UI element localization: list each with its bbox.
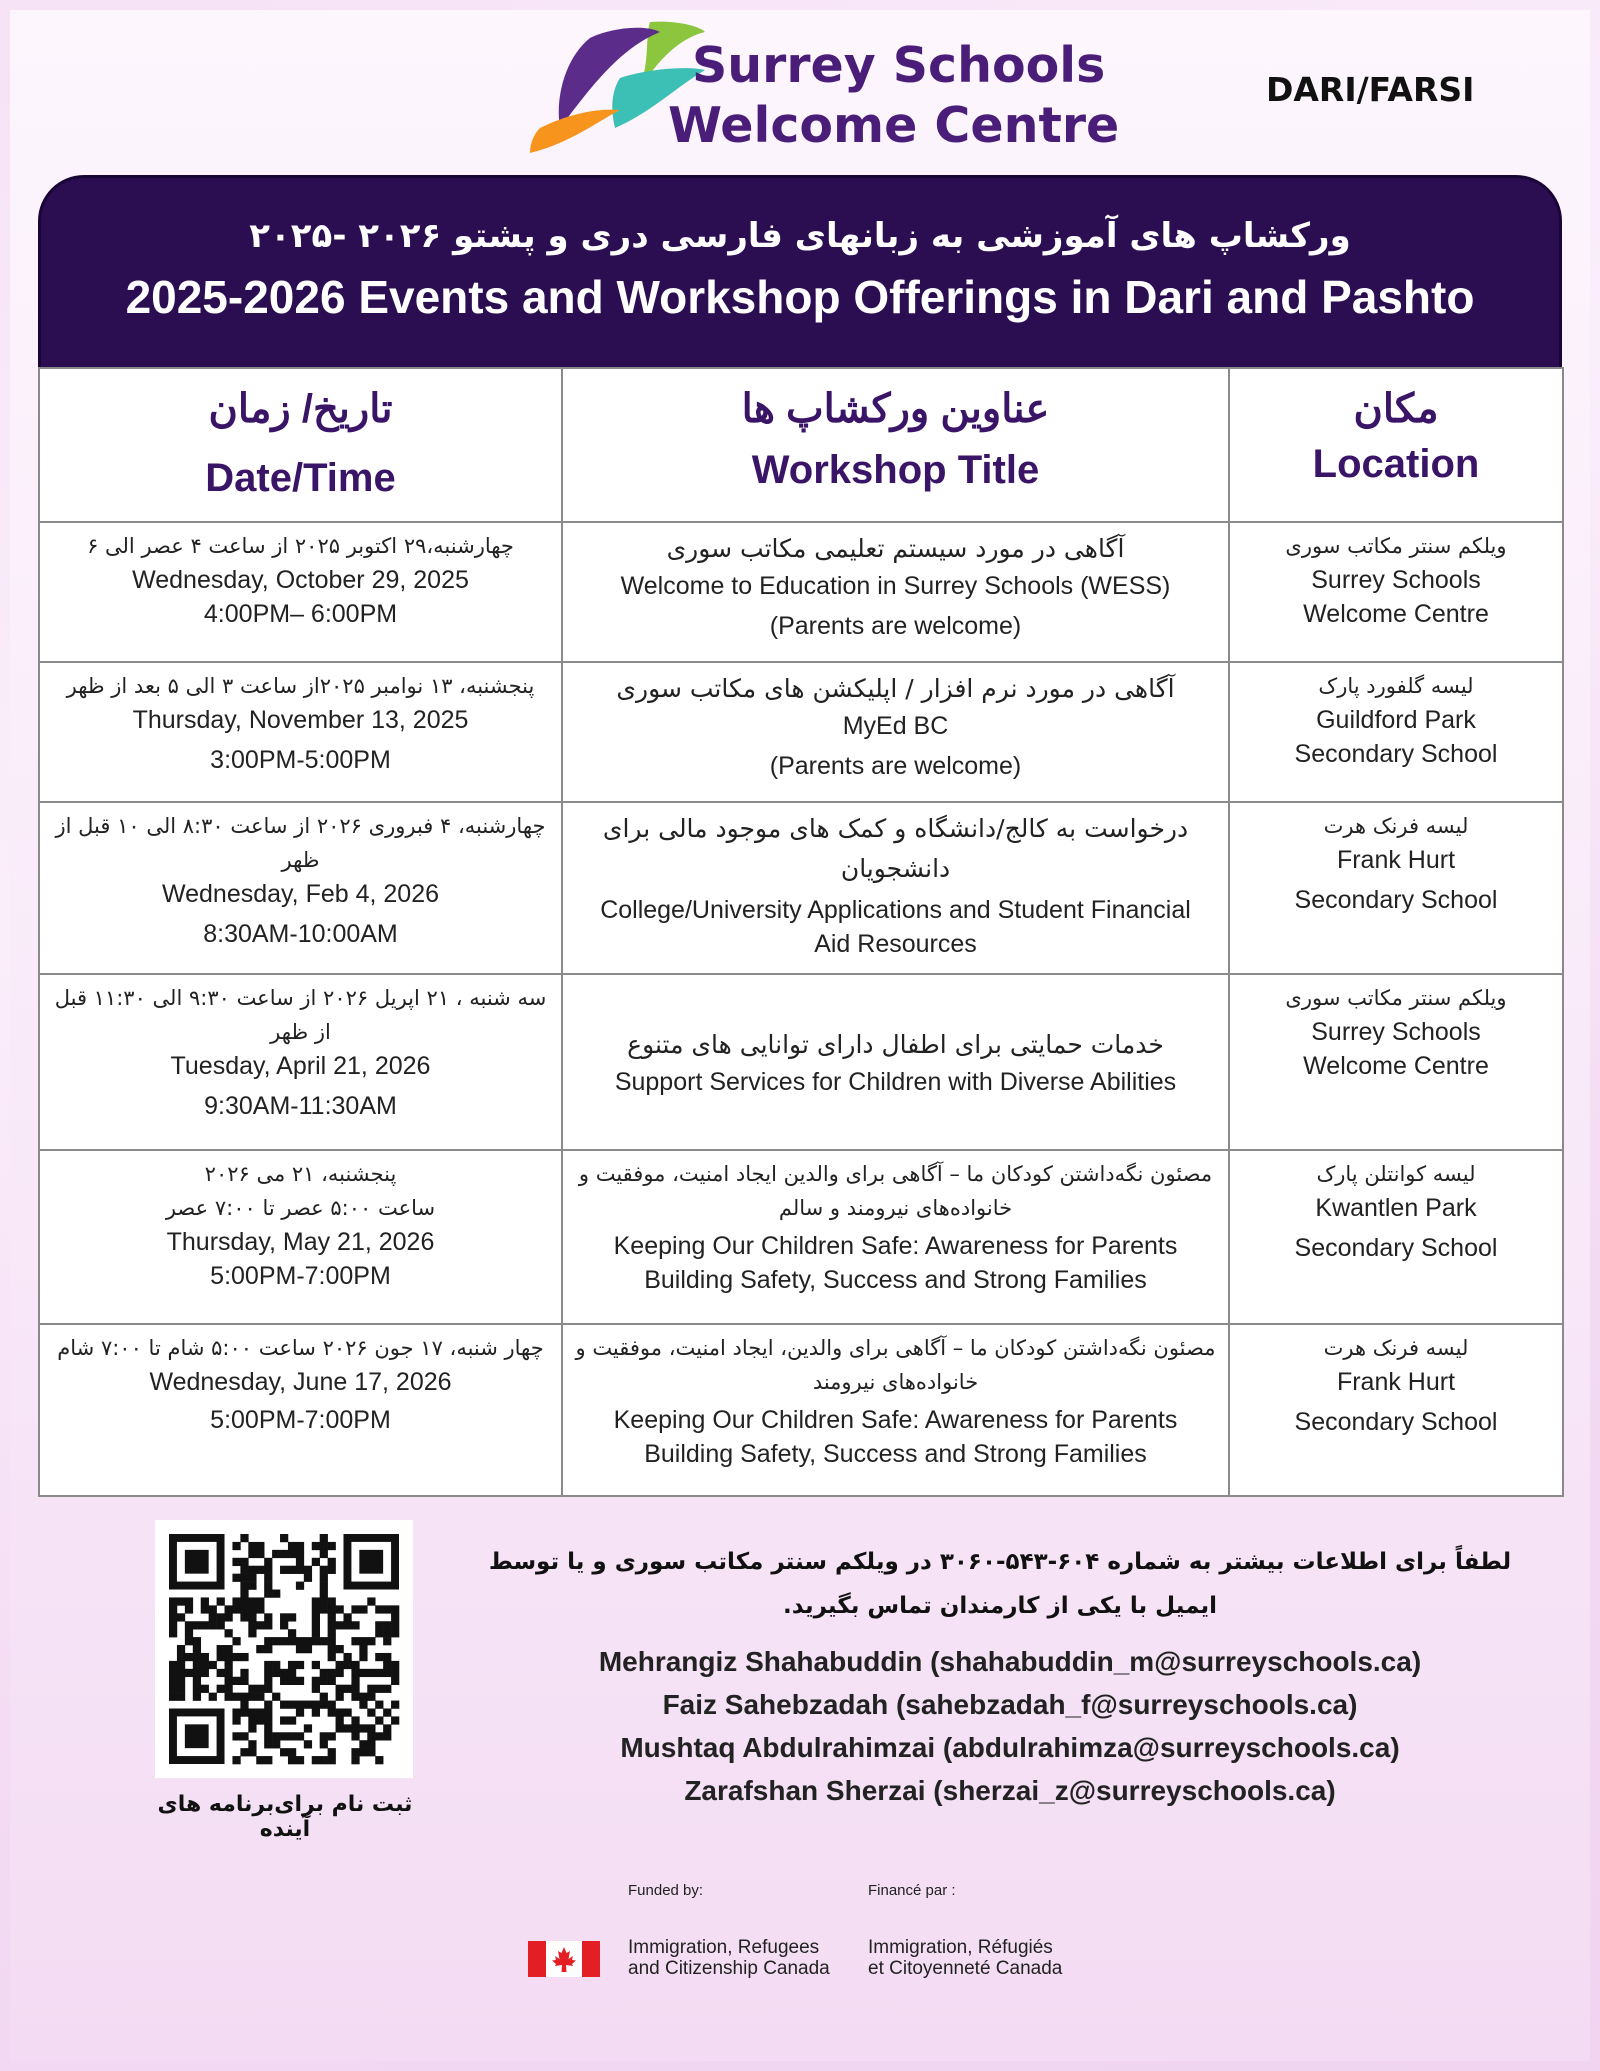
title-en: College/University Applications and Student Financial [600, 896, 1191, 924]
table-row [39, 662, 1563, 802]
location-fa: لیسه فرنک هرت [1323, 1336, 1469, 1360]
header-location-fa: مکان [1353, 387, 1439, 431]
funded-by-label: Funded by: [628, 1882, 704, 1899]
table-row [39, 522, 1563, 662]
logo-line-1: Surrey Schools [692, 37, 1106, 94]
title-en: Keeping Our Children Safe: Awareness for Parents [613, 1232, 1178, 1260]
location-en-1: Kwantlen Park [1315, 1194, 1477, 1222]
date-en: Wednesday, June 17, 2026 [149, 1368, 452, 1396]
contact-item[interactable]: Zarafshan Sherzai (sherzai_z@surreyschools.ca) [684, 1775, 1336, 1806]
title-en-2: Building Safety, Success and Strong Families [644, 1440, 1147, 1468]
time-en: 9:30AM-11:30AM [204, 1092, 397, 1120]
date-fa: چهار شنبه، ۱۷ جون ۲۰۲۶ ساعت ۵:۰۰ شام تا ۷:۰۰ شام [57, 1336, 544, 1360]
header-title [562, 368, 1229, 522]
title-cell [562, 1324, 1229, 1496]
date-cell [39, 974, 562, 1150]
ircc-fr-line-2: et Citoyenneté Canada [868, 1958, 1063, 1979]
title-cell [562, 802, 1229, 974]
contact-item[interactable]: Mehrangiz Shahabuddin (shahabuddin_m@surreyschools.ca) [598, 1646, 1422, 1677]
location-cell [1229, 1324, 1563, 1496]
ircc-name-fr [868, 1937, 1062, 1979]
location-fa: لیسه کوانتلن پارک [1316, 1162, 1476, 1186]
date-cell [39, 1150, 562, 1324]
header-date [39, 368, 562, 522]
qr-code-icon [155, 1520, 413, 1778]
date-fa: چهارشنبه، ۴ فبروری ۲۰۲۶ از ساعت ۸:۳۰ الی ۱۰ قبل از ظهر [55, 814, 546, 872]
title-fa: آگاهی در مورد سیستم تعلیمی مکاتب سوری [666, 534, 1125, 563]
logo-wordmark [668, 36, 1119, 156]
ircc-en-line-1: Immigration, Refugees [628, 1937, 820, 1958]
title-en: Support Services for Children with Diverse Abilities [614, 1068, 1177, 1096]
location-cell [1229, 974, 1563, 1150]
location-fa: لیسه فرنک هرت [1323, 814, 1469, 838]
title-note: Aid Resources [814, 930, 977, 958]
title-cell [562, 522, 1229, 662]
location-en-1: Frank Hurt [1336, 1368, 1456, 1396]
date-en: Wednesday, October 29, 2025 [132, 566, 469, 594]
title-fa: درخواست به کالج/دانشگاه و کمک های موجود مالی برای دانشجویان [602, 814, 1189, 883]
date-fa: پنجشنبه، ۱۳ نوامبر ۲۰۲۵از ساعت ۳ الی ۵ بعد از ظهر [66, 674, 535, 698]
header-date-en: Date/Time [205, 456, 396, 500]
title-cell [562, 974, 1229, 1150]
date-cell [39, 1324, 562, 1496]
ircc-name-en [628, 1937, 830, 1979]
title-note: (Parents are welcome) [769, 752, 1022, 780]
contact-info-fa: لطفاً برای اطلاعات بیشتر به شماره ۶۰۴-۵۴۳-۳۰۶۰ در ویلکم سنتر مکاتب سوری و یا توسط ایمیل با یکی از کارمندان تماس بگیرید. [488, 1549, 1512, 1619]
location-fa: لیسه گلفورد پارک [1318, 674, 1474, 698]
finance-par-label: Financé par : [868, 1882, 956, 1899]
table-header-row [39, 368, 1563, 522]
time-en: 5:00PM-7:00PM [210, 1262, 391, 1290]
location-en-2: Secondary School [1294, 740, 1498, 768]
location-en-2: Secondary School [1294, 1234, 1498, 1262]
header-title-fa: عناوین ورکشاپ ها [741, 387, 1050, 431]
title-en: Welcome to Education in Surrey Schools (WESS) [620, 572, 1171, 600]
title-fa: خدمات حمایتی برای اطفال دارای توانایی های متنوع [627, 1030, 1164, 1059]
title-fa: مصئون نگه‌داشتن کودکان ما – آگاهی برای والدین، ایجاد امنیت، موفقیت و خانواده‌های نیرومند [575, 1336, 1216, 1394]
logo-line-2: Welcome Centre [668, 97, 1120, 154]
time-en: 8:30AM-10:00AM [203, 920, 398, 948]
date-fa-2: ساعت ۵:۰۰ عصر تا ۷:۰۰ عصر [165, 1196, 436, 1220]
ircc-fr-line-1: Immigration, Réfugiés [868, 1937, 1053, 1958]
header-title-en: Workshop Title [751, 448, 1040, 492]
time-en: 4:00PM– 6:00PM [203, 600, 398, 628]
date-cell [39, 522, 562, 662]
location-en-2: Secondary School [1294, 886, 1498, 914]
date-en: Wednesday, Feb 4, 2026 [161, 880, 440, 908]
title-fa: مصئون نگه‌داشتن کودکان ما – آگاهی برای والدین ایجاد امنیت، موفقیت و خانواده‌های نیرومند و سالم [578, 1162, 1213, 1220]
date-cell [39, 802, 562, 974]
language-tag: DARI/FARSI [1266, 70, 1475, 109]
contact-list [520, 1640, 1500, 1812]
header-date-fa: تاریخ/ زمان [208, 387, 393, 431]
registration-qr-code[interactable] [155, 1520, 413, 1778]
date-en: Thursday, November 13, 2025 [132, 706, 469, 734]
location-cell [1229, 1150, 1563, 1324]
schedule-table [38, 367, 1564, 1497]
date-cell [39, 662, 562, 802]
location-cell [1229, 662, 1563, 802]
title-cell [562, 662, 1229, 802]
title-en-2: Building Safety, Success and Strong Families [644, 1266, 1147, 1294]
location-en-1: Surrey Schools [1311, 566, 1481, 594]
title-en: MyEd BC [842, 712, 949, 740]
canada-flag-icon [528, 1941, 600, 1977]
header-location [1229, 368, 1563, 522]
date-fa: پنجشنبه، ۲۱ می ۲۰۲۶ [204, 1162, 397, 1186]
date-en: Tuesday, April 21, 2026 [170, 1052, 431, 1080]
title-note: (Parents are welcome) [769, 612, 1022, 640]
table-row [39, 1324, 1563, 1496]
time-en: 5:00PM-7:00PM [210, 1406, 391, 1434]
ircc-en-line-2: and Citizenship Canada [628, 1958, 830, 1979]
table-row [39, 974, 1563, 1150]
qr-caption: ثبت نام برای‌برنامه های آینده [157, 1792, 413, 1842]
title-fa: آگاهی در مورد نرم افزار / اپلیکشن های مکاتب سوری [616, 674, 1175, 703]
location-en-2: Welcome Centre [1303, 1052, 1489, 1080]
contact-item[interactable]: Faiz Sahebzadah (sahebzadah_f@surreyschools.ca) [662, 1689, 1358, 1720]
location-en-1: Frank Hurt [1336, 846, 1456, 874]
title-en: Keeping Our Children Safe: Awareness for Parents [613, 1406, 1178, 1434]
location-fa: ویلکم سنتر مکاتب سوری [1285, 986, 1507, 1010]
date-en: Thursday, May 21, 2026 [166, 1228, 435, 1256]
location-cell [1229, 522, 1563, 662]
time-en: 3:00PM-5:00PM [210, 746, 391, 774]
title-cell [562, 1150, 1229, 1324]
location-en-1: Surrey Schools [1311, 1018, 1481, 1046]
banner-title-en: 2025-2026 Events and Workshop Offerings in Dari and Pashto [125, 271, 1475, 323]
location-cell [1229, 802, 1563, 974]
table-row [39, 1150, 1563, 1324]
contact-item[interactable]: Mushtaq Abdulrahimzai (abdulrahimza@surreyschools.ca) [620, 1732, 1400, 1763]
date-fa: سه شنبه ، ۲۱ اپریل ۲۰۲۶ از ساعت ۹:۳۰ الی ۱۱:۳۰ قبل از ظهر [54, 986, 547, 1044]
date-fa: چهارشنبه،۲۹ اکتوبر ۲۰۲۵ از ساعت ۴ عصر الی ۶ [87, 534, 514, 558]
location-en-2: Welcome Centre [1303, 600, 1489, 628]
location-en-2: Secondary School [1294, 1408, 1498, 1436]
location-en-1: Guildford Park [1316, 706, 1476, 734]
header-location-en: Location [1312, 442, 1480, 486]
title-banner [38, 175, 1562, 367]
location-fa: ویلکم سنتر مکاتب سوری [1285, 534, 1507, 558]
banner-title-fa: ورکشاپ های آموزشی به زبانهای فارسی دری و پشتو ۲۰۲۶ -۲۰۲۵ [249, 216, 1351, 256]
table-row [39, 802, 1563, 974]
